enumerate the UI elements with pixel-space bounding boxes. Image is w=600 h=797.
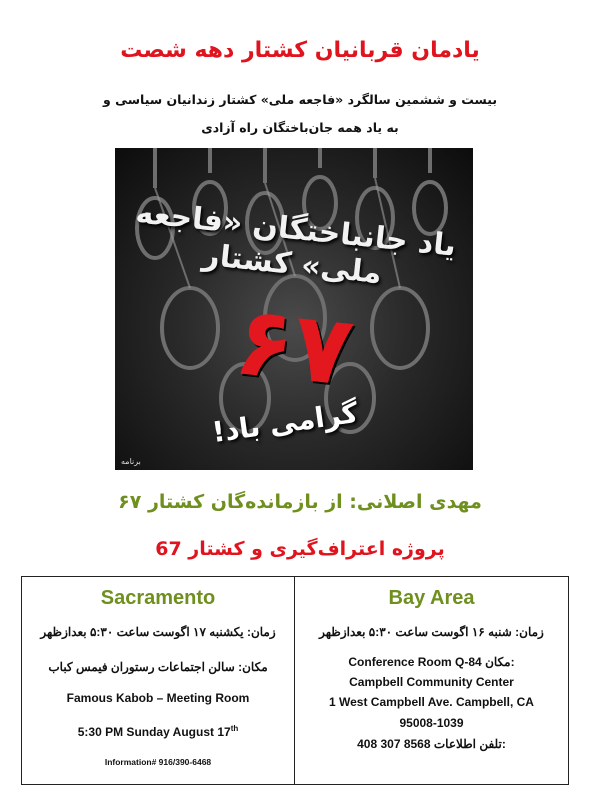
event-address: 1 West Campbell Ave. Campbell, CA	[329, 695, 534, 709]
event-time-en	[22, 724, 294, 739]
city-bay-area: Bay Area	[388, 587, 475, 609]
event-info: Information# 916/390-6468	[104, 757, 212, 767]
event-room	[295, 655, 568, 669]
event-place-label: مکان:	[485, 655, 515, 669]
memorial-poster-image	[115, 148, 473, 470]
bay-area-event	[295, 577, 568, 784]
poster-footer-text: گرامی باد!	[209, 395, 361, 450]
event-venue: Famous Kabob – Meeting Room	[66, 691, 250, 705]
sacramento-event	[22, 577, 295, 784]
poster-headline: یاد جانباختگان «فاجعه ملی» کشتار	[134, 195, 458, 292]
event-phone-label: تلفن اطلاعات:	[433, 737, 506, 751]
event-room-text: Conference Room Q-84	[348, 655, 482, 669]
city-sacramento: Sacramento	[100, 587, 216, 609]
event-phone-number: 408 307 8568	[357, 737, 431, 751]
page-title: یادمان قربانیان کشتار دهه شصت	[120, 38, 480, 63]
event-phone	[295, 737, 568, 751]
event-time-en-sup: th	[230, 724, 239, 733]
speaker-line: مهدی اصلانی: از بازمانده‌گان کشتار ۶۷	[118, 491, 482, 513]
events-table	[21, 576, 569, 785]
event-place-fa: مکان: سالن اجتماعات رستوران فیمس کباب	[48, 660, 268, 674]
project-line: پروژه اعتراف‌گیری و کشتار 67	[155, 538, 445, 560]
poster-logo: برنامه	[121, 457, 141, 466]
subtitle-line-2: به یاد همه جان‌باختگان راه آزادی	[201, 120, 399, 135]
event-time-en-text: 5:30 PM Sunday August 17	[77, 725, 231, 739]
poster-number: ۶۷	[229, 284, 359, 408]
subtitle-line-1: بیست و ششمین سالگرد «فاجعه ملی» کشتار زندانیان سیاسی و	[102, 92, 498, 107]
event-time-fa: زمان: یکشنبه ۱۷ اگوست ساعت ۵:۳۰ بعدازظهر	[40, 625, 276, 639]
event-zip: 95008-1039	[399, 716, 464, 730]
event-center: Campbell Community Center	[349, 675, 514, 689]
event-time-fa: زمان: شنبه ۱۶ اگوست ساعت ۵:۳۰ بعدازظهر	[319, 625, 544, 639]
